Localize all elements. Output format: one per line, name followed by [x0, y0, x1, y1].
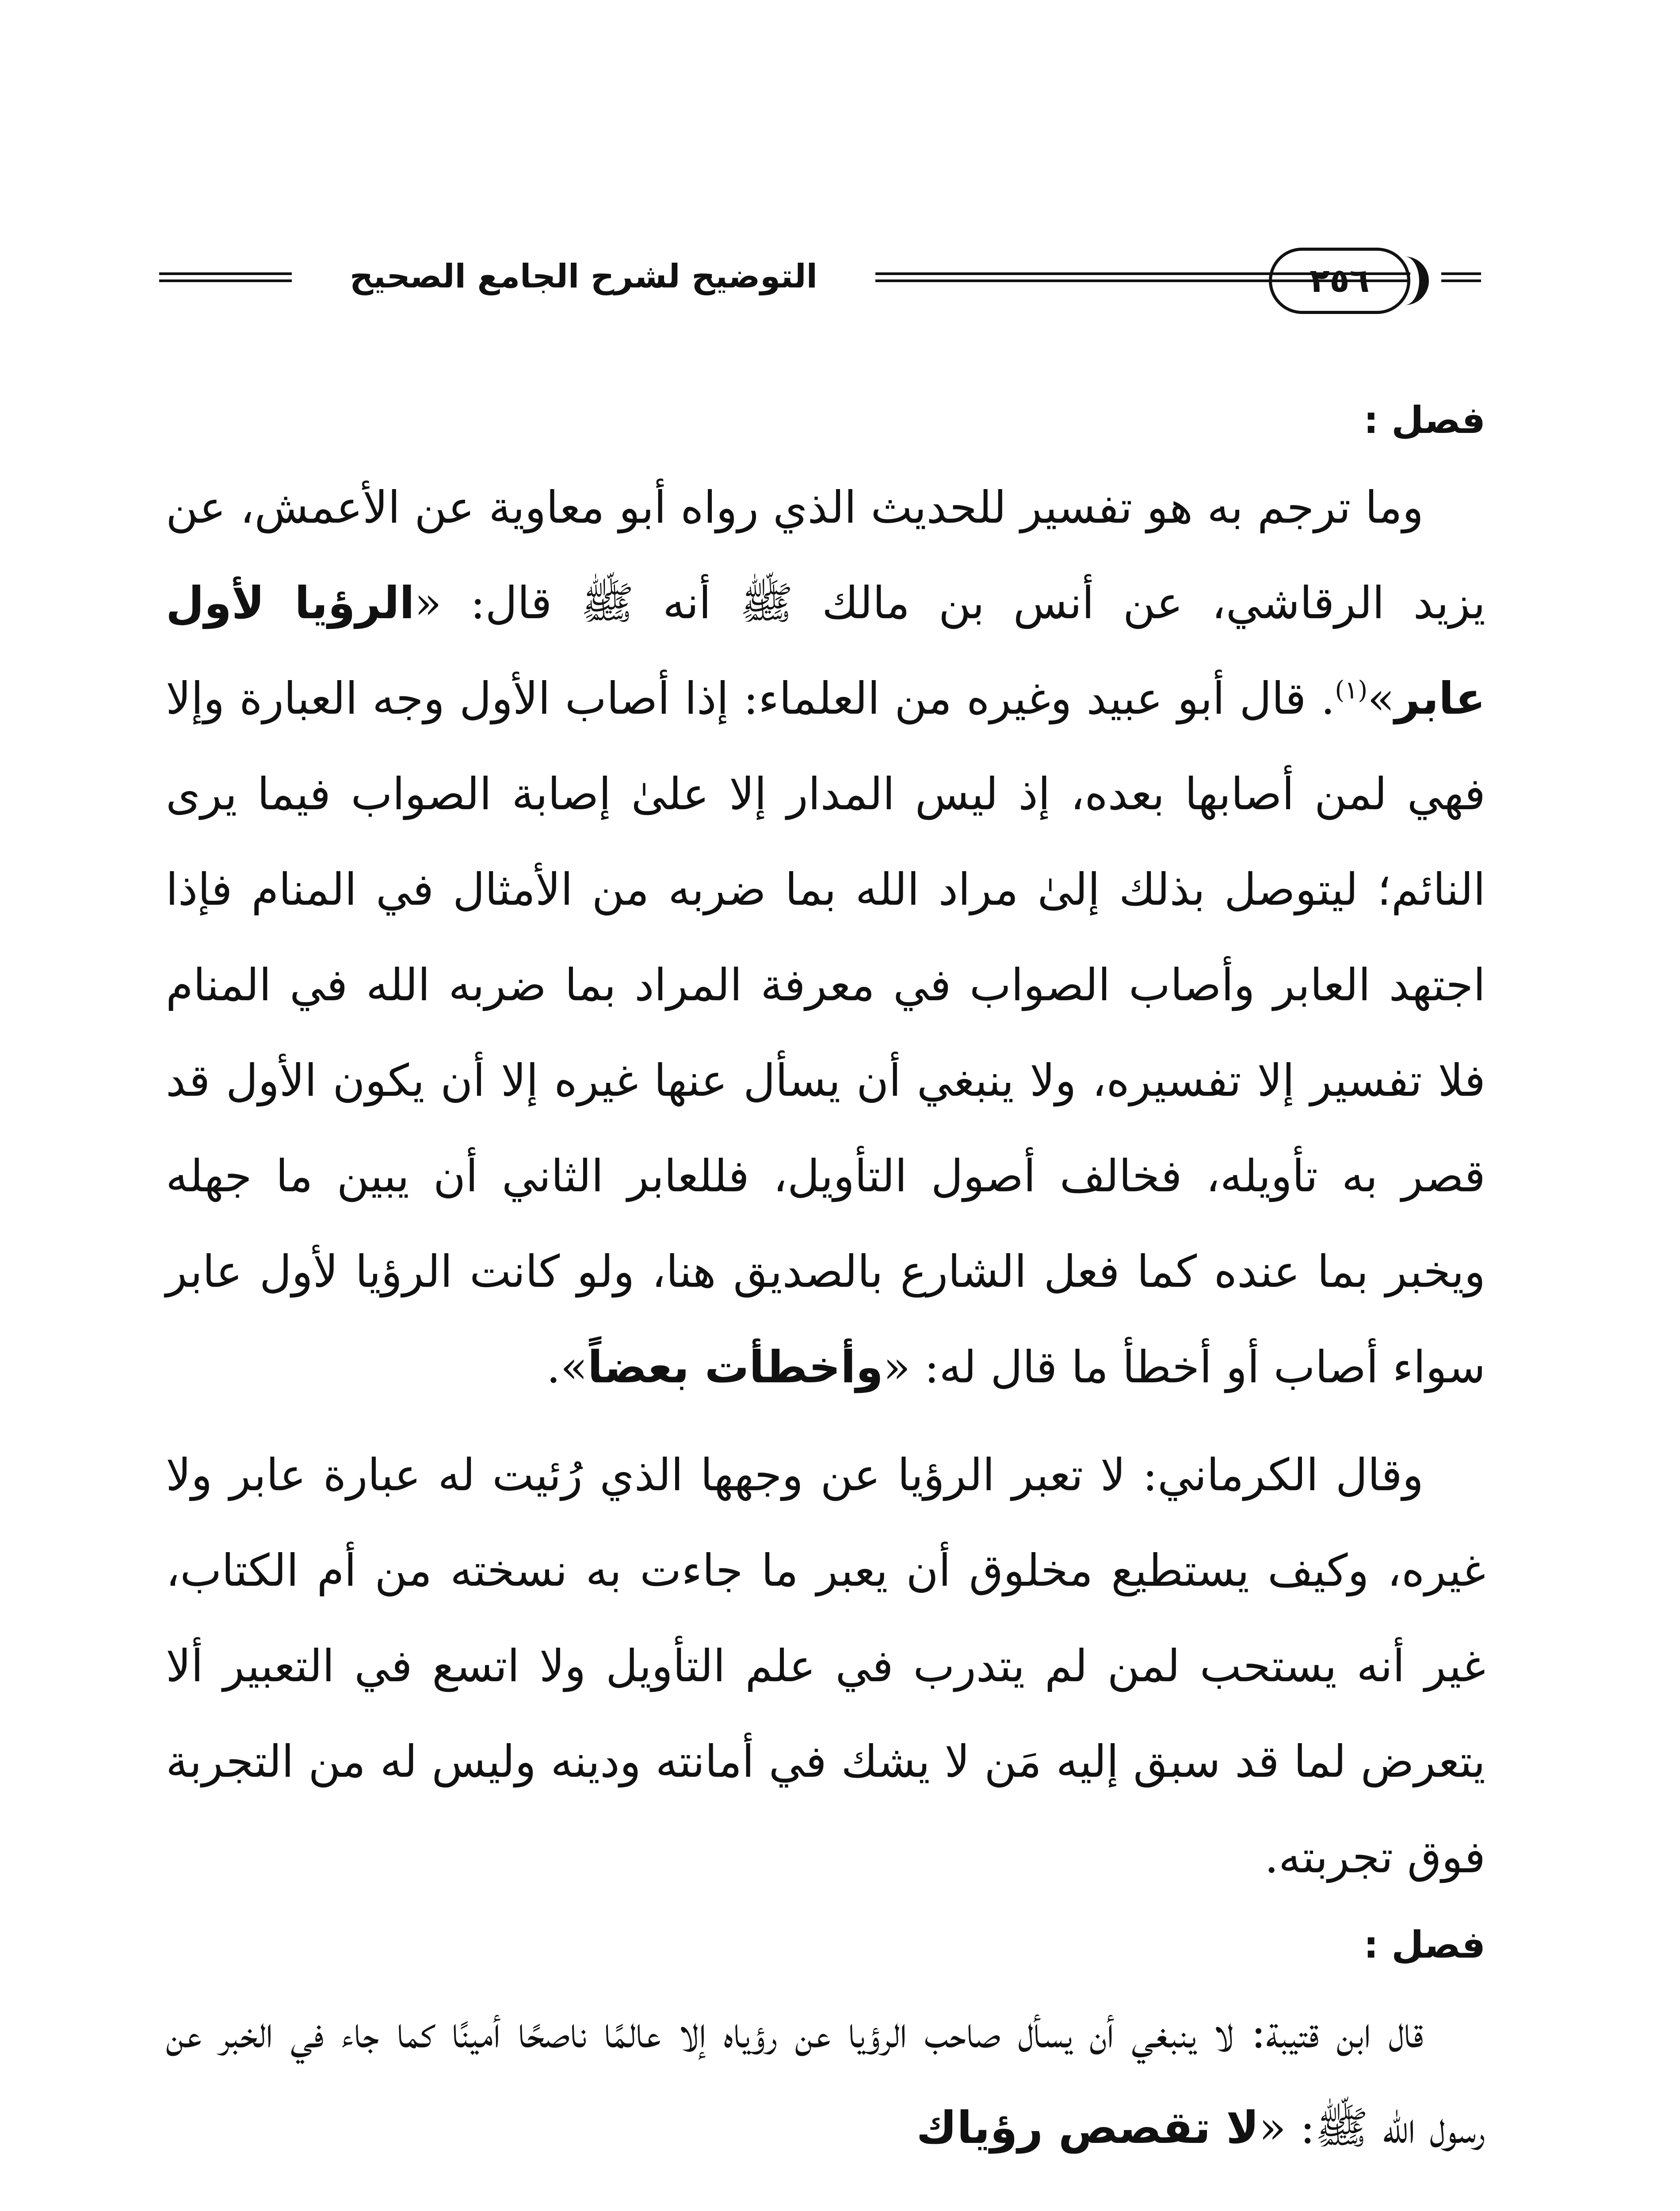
header-rule-right	[1441, 272, 1481, 282]
page-number: ٢٥٦	[1269, 248, 1410, 314]
text-run: قال ابن قتيبة: لا ينبغي أن يسأل صاحب الرؤيا عن رؤياه إلا عالمًا ناصحًا أمينًا كما جاء في الخبر عن رسول الله ﷺ: «	[166, 2006, 1485, 2154]
paragraph	[166, 1427, 1485, 1905]
hadith-quote: لا تقصص رؤياك	[916, 2102, 1259, 2154]
paragraph	[166, 460, 1485, 1415]
page-number-ornament	[1393, 256, 1429, 305]
text-run: . قال أبو عبيد وغيره من العلماء: إذا أصاب الأول وجه العبارة وإلا فهي لمن أصابها بعده، إذ ليس المدار إلا علىٰ إصابة الصواب فيما يرى النائم؛ ليتوصل بذلك إلىٰ مراد الله بما ضربه من الأمثال في المنام فإذا اجتهد العابر وأصاب الصواب في معرفة المراد بما ضربه الله في المنام فلا تفسير إلا تفسيره، ولا ينبغي أن يسأل عنها غيره إلا أن يكون الأول قد قصر به تأويله، فخالف أصول التأويل، فللعابر الثاني أن يبين ما جهله ويخبر بما عنده كما فعل الشارع بالصديق هنا، ولو كانت الرؤيا لأول عابر سواء أصاب أو أخطأ ما قال له: «	[166, 673, 1485, 1393]
section-heading: فصل :	[1363, 1923, 1485, 1966]
hadith-quote: وأخطأت بعضاً	[587, 1341, 883, 1393]
text-run: »	[1367, 673, 1395, 724]
paragraph-gap	[166, 1415, 1485, 1427]
book-title: التوضيح لشرح الجامع الصحيح	[349, 257, 818, 295]
text-run: وقال الكرماني: لا تعبر الرؤيا عن وجهها الذي رُئيت له عبارة عابر ولا غيره، وكيف يستطيع مخلوق أن يعبر ما جاءت به نسخته من أم الكتاب، غير أنه يستحب لمن لم يتدرب في علم التأويل ولا اتسع في التعبير ألا يتعرض لما قد سبق إليه مَن لا يشك في أمانته ودينه وليس له من التجربة فوق تجربته.	[166, 1449, 1486, 1883]
text-run: وما ترجم به هو تفسير للحديث الذي رواه أبو معاوية عن الأعمش، عن يزيد الرقاشي، عن أنس بن مالك ﷺ أنه ﷺ قال: «	[166, 482, 1485, 629]
running-header	[159, 248, 1481, 323]
hadith-quote: الرؤيا لأول عابر	[166, 577, 1485, 724]
main-text	[166, 380, 1485, 2176]
paragraph	[166, 1985, 1485, 2176]
text-run: ».	[546, 1341, 588, 1393]
footnote-marker[interactable]: (١)	[1335, 676, 1368, 705]
section-heading: فصل :	[1363, 398, 1485, 442]
header-rule-left	[159, 272, 292, 282]
